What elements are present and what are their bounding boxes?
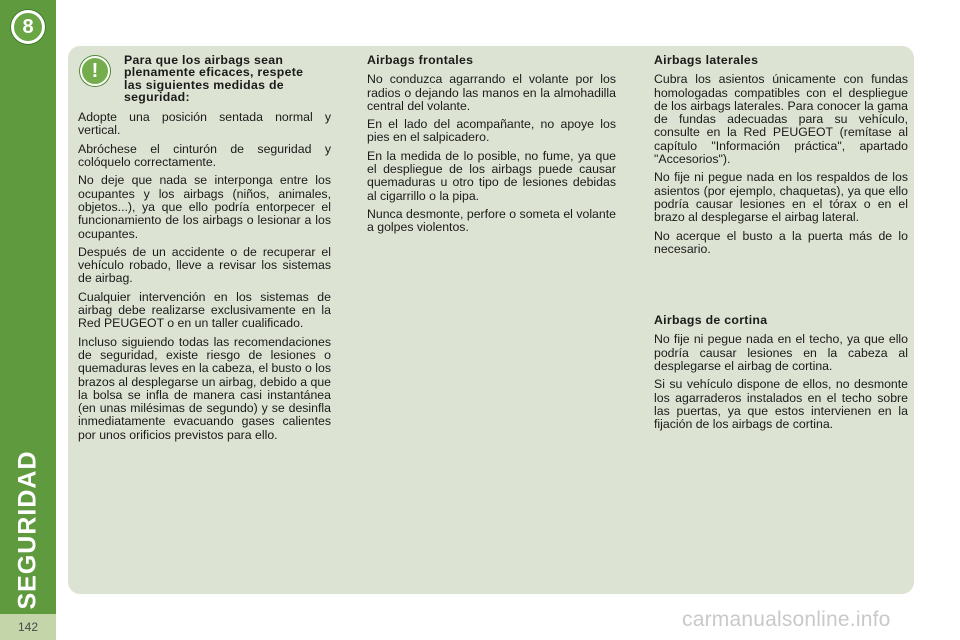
page-number: 142 (0, 614, 56, 640)
chapter-number-badge (11, 10, 45, 44)
frontal-airbags-column (367, 54, 616, 240)
side-airbags-heading: Airbags laterales (654, 53, 759, 67)
paragraph: No fije ni pegue nada en los respaldos de los asientos (por ejemplo, chaquetas), ya que ello podría causar lesiones en el tórax o en el brazo al desplegarse el airbag lateral. (654, 170, 908, 225)
chapter-sidebar (0, 0, 56, 640)
paragraph: No conduzca agarrando el volante por los radios o dejando las manos en la almohadilla central del volante. (367, 72, 616, 113)
paragraph: Incluso siguiendo todas las recomendaciones de seguridad, existe riesgo de lesiones o quemaduras leves en la cabeza, el busto o los brazos al desplegarse un airbag, debido a que la bolsa se infla de manera casi instantánea (en unas milésimas de segundo) y se desinfla inmediatamente evacuando gases calientes por unos orificios previstos para ello. (78, 334, 331, 442)
side-airbags-column (654, 54, 908, 437)
paragraph: Abróchese el cinturón de seguridad y colóquelo correctamente. (78, 141, 331, 170)
watermark: carmanualsonline.info (682, 608, 891, 631)
paragraph: No fije ni pegue nada en el techo, ya que ello podría causar lesiones en la cabeza al desplegarse el airbag de cortina. (654, 332, 908, 374)
safety-column (78, 54, 331, 447)
curtain-airbags-heading: Airbags de cortina (654, 313, 768, 328)
warning-title: Para que los airbags sean plenamente eficaces, respete las siguientes medidas de seguridad: (124, 53, 304, 104)
paragraph: No deje que nada se interponga entre los ocupantes y los airbags (niños, animales, objetos...), ya que ello podría entorpecer el funcionamiento de los airbags o lesionar a los ocupantes. (78, 173, 331, 241)
paragraph: Adopte una posición sentada normal y vertical. (78, 110, 331, 138)
warning-icon (80, 56, 110, 86)
paragraph: Nunca desmonte, perfore o someta el volante a golpes violentos. (367, 206, 616, 235)
paragraph: En la medida de lo posible, no fume, ya que el despliegue de los airbags puede causar quemaduras u otro tipo de lesiones debidas al cigarrillo o la pipa. (367, 148, 616, 203)
section-label: SEGURIDAD (13, 450, 42, 610)
curtain-airbags-section (654, 314, 908, 431)
frontal-airbags-heading: Airbags frontales (367, 53, 474, 67)
chapter-number: 8 (22, 15, 34, 38)
paragraph: Si su vehículo dispone de ellos, no desmonte los agarraderos instalados en el techo sobre las puertas, ya que estos intervienen en la fijación de los airbags de cortina. (654, 377, 908, 432)
warning-glyph: ! (91, 60, 99, 82)
paragraph: Cubra los asientos únicamente con fundas homologadas compatibles con el despliegue de los airbags laterales. Para conocer la gama de fundas adecuadas para su vehículo, consulte en la Red PEUGEOT (remítase al capítulo "Información práctica", apartado "Accesorios"). (654, 72, 908, 167)
paragraph: Después de un accidente o de recuperar el vehículo robado, lleve a revisar los sistemas de airbag. (78, 244, 331, 286)
paragraph: En el lado del acompañante, no apoye los pies en el salpicadero. (367, 117, 616, 145)
warning-header (78, 54, 331, 103)
paragraph: Cualquier intervención en los sistemas de airbag debe realizarse exclusivamente en la Red PEUGEOT o en un taller cualificado. (78, 289, 331, 331)
paragraph: No acerque el busto a la puerta más de lo necesario. (654, 228, 908, 256)
